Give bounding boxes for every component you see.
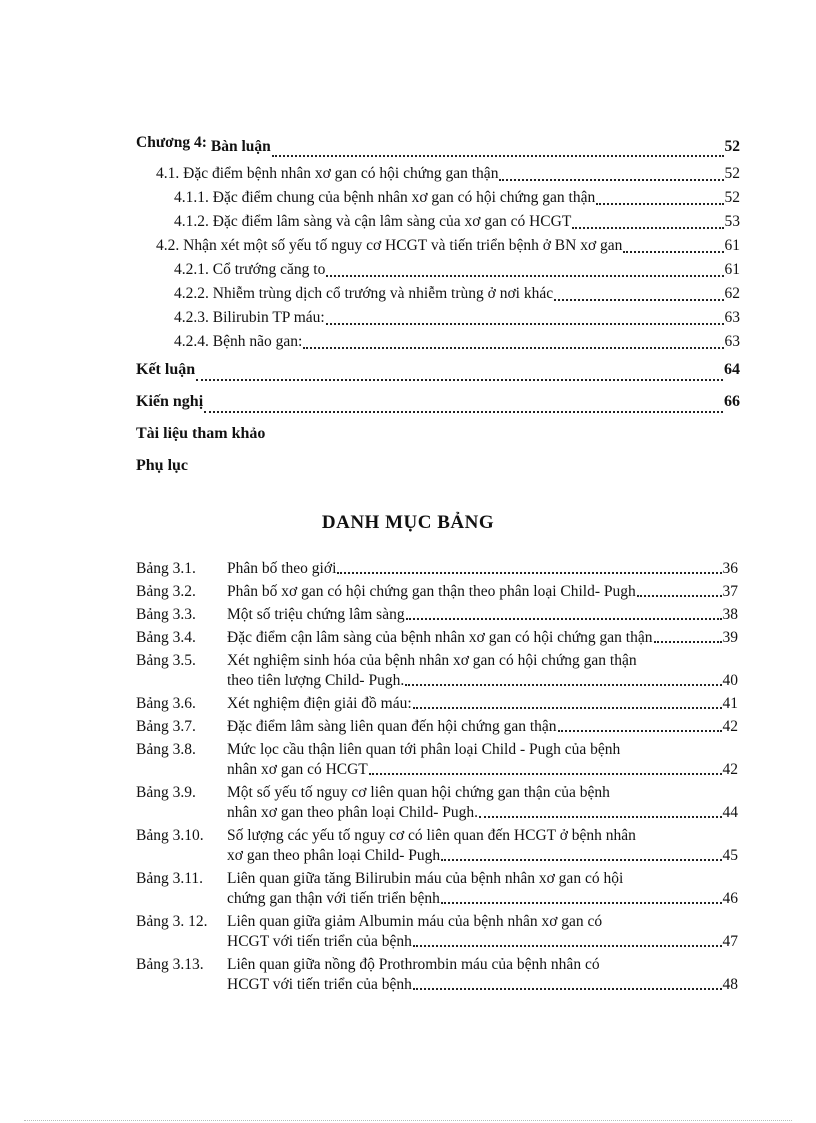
toc-page-number: 52 [724, 138, 740, 155]
table-caption-text: Phân bố xơ gan có hội chứng gan thận theo phân loại Child- Pugh [227, 583, 636, 600]
table-list-entry[interactable] [136, 717, 738, 737]
toc-chapter-title: Bàn luận [210, 138, 271, 155]
table-list-entry[interactable] [136, 605, 738, 625]
table-caption-line [227, 869, 738, 889]
table-caption-text: Phân bố theo giới [227, 560, 337, 577]
table-caption [227, 869, 738, 909]
table-number: Bảng 3.11. [136, 870, 204, 887]
table-page-number: 36 [722, 560, 738, 577]
table-caption-text: Liên quan giữa tăng Bilirubin máu của bệnh nhân xơ gan có hội [227, 870, 624, 887]
toc-entry-4-1-2[interactable] [136, 210, 740, 234]
leader-dots [326, 275, 723, 277]
table-caption-text: xơ gan theo phân loại Child- Pugh [227, 847, 441, 864]
table-caption-line [227, 932, 738, 952]
table-number: Bảng 3.9. [136, 784, 196, 801]
leader-dots [405, 684, 721, 686]
toc-entry-title: 4.2. Nhận xét một số yếu tố nguy cơ HCGT và tiến triển bệnh ở BN xơ gan [156, 237, 623, 254]
leader-dots [479, 816, 722, 818]
toc-entry-title: Kiến nghị [136, 393, 204, 410]
table-caption-text: nhân xơ gan theo phân loại Child- Pugh. [227, 804, 478, 821]
table-list-entry[interactable] [136, 783, 738, 823]
table-caption-text: Một số yếu tố nguy cơ liên quan hội chứng gan thận của bệnh [227, 784, 610, 801]
toc-entry-title: Tài liệu tham khảo [136, 425, 266, 442]
toc-entry-4-1-1[interactable] [136, 186, 740, 210]
leader-dots [406, 618, 722, 620]
toc-entry-title: Phụ lục [136, 457, 189, 474]
table-number: Bảng 3.3. [136, 606, 196, 623]
table-caption [227, 651, 738, 691]
table-caption [227, 628, 738, 648]
table-caption-text: Xét nghiệm sinh hóa của bệnh nhân xơ gan có hội chứng gan thận [227, 652, 637, 669]
table-page-number: 46 [722, 890, 738, 907]
table-caption [227, 955, 738, 995]
leader-dots [303, 347, 723, 349]
table-caption-line [227, 889, 738, 909]
leader-dots [623, 251, 723, 253]
table-of-contents [136, 132, 740, 482]
toc-entry-references[interactable] [136, 418, 740, 450]
leader-dots [572, 227, 723, 229]
toc-page-number: 63 [724, 309, 740, 326]
table-caption-line [227, 671, 738, 691]
table-page-number: 47 [722, 933, 738, 950]
toc-entry-title: 4.2.1. Cổ trướng căng to [174, 261, 326, 278]
table-number: Bảng 3.6. [136, 695, 196, 712]
toc-entry-4-2-4[interactable] [136, 330, 740, 354]
leader-dots [204, 411, 723, 413]
toc-entry-title: 4.1.2. Đặc điểm lâm sàng và cận lâm sàng của xơ gan có HCGT [174, 213, 572, 230]
table-caption-text: Liên quan giữa nồng độ Prothrombin máu của bệnh nhân có [227, 956, 600, 973]
table-caption-line [227, 651, 738, 671]
table-caption-text: HCGT với tiến triển của bệnh [227, 933, 412, 950]
leader-dots [654, 641, 722, 643]
table-list-entry[interactable] [136, 826, 738, 866]
toc-page-number: 52 [724, 165, 740, 182]
leader-dots [441, 902, 722, 904]
table-page-number: 37 [722, 583, 738, 600]
leader-dots [637, 595, 722, 597]
entry-spacer [136, 995, 738, 998]
table-caption-text: chứng gan thận với tiến triển bệnh [227, 890, 440, 907]
table-number: Bảng 3.7. [136, 718, 196, 735]
toc-entry-4-2-3[interactable] [136, 306, 740, 330]
table-caption-line [227, 955, 738, 975]
table-caption-line [227, 783, 738, 803]
toc-entry-4-2-1[interactable] [136, 258, 740, 282]
table-caption-line [227, 559, 738, 579]
table-caption-text: Liên quan giữa giảm Albumin máu của bệnh nhân xơ gan có [227, 913, 603, 930]
table-caption-text: theo tiên lượng Child- Pugh. [227, 672, 405, 689]
page-bottom-rule [24, 1120, 792, 1121]
table-page-number: 41 [722, 695, 738, 712]
table-number: Bảng 3.10. [136, 827, 204, 844]
leader-dots [441, 859, 721, 861]
table-page-number: 44 [722, 804, 738, 821]
toc-page-number: 66 [724, 393, 740, 410]
table-list-entry[interactable] [136, 740, 738, 780]
leader-dots [558, 730, 722, 732]
table-page-number: 48 [722, 976, 738, 993]
toc-page-number: 52 [724, 189, 740, 206]
table-caption-text: Mức lọc cầu thận liên quan tới phân loại Child - Pugh của bệnh [227, 741, 621, 758]
table-list-entry[interactable] [136, 694, 738, 714]
table-caption [227, 694, 738, 714]
toc-entry-title: 4.2.3. Bilirubin TP máu: [174, 309, 325, 326]
leader-dots [499, 179, 723, 181]
leader-dots [337, 572, 721, 574]
table-caption [227, 783, 738, 823]
table-page-number: 39 [722, 629, 738, 646]
table-number: Bảng 3.2. [136, 583, 196, 600]
table-caption-text: nhân xơ gan có HCGT [227, 761, 368, 778]
table-page-number: 40 [722, 672, 738, 689]
toc-entry-4-2-2[interactable] [136, 282, 740, 306]
leader-dots [272, 155, 724, 157]
table-list-entry[interactable] [136, 628, 738, 648]
table-caption-text: Xét nghiệm điện giải đồ máu: [227, 695, 412, 712]
table-number: Bảng 3.4. [136, 629, 196, 646]
table-page-number: 42 [722, 761, 738, 778]
toc-entry-chapter-4[interactable] [136, 132, 740, 162]
table-list-entry[interactable] [136, 912, 738, 952]
toc-page-number: 64 [724, 361, 740, 378]
table-number: Bảng 3. 12. [136, 913, 208, 930]
tables-list [136, 559, 738, 998]
table-page-number: 38 [722, 606, 738, 623]
leader-dots [326, 323, 724, 325]
table-caption [227, 559, 738, 579]
leader-dots [554, 299, 723, 301]
toc-page-number: 61 [724, 261, 740, 278]
table-number: Bảng 3.13. [136, 956, 204, 973]
leader-dots [196, 379, 723, 381]
toc-chapter-prefix: Chương 4: [136, 134, 207, 151]
toc-entry-conclusion[interactable] [136, 354, 740, 386]
toc-entry-recommendation[interactable] [136, 386, 740, 418]
table-caption [227, 912, 738, 952]
table-caption-text: Đặc điểm lâm sàng liên quan đến hội chứng gan thận [227, 718, 557, 735]
table-list-entry[interactable] [136, 869, 738, 909]
table-caption-text: Số lượng các yếu tố nguy cơ có liên quan đến HCGT ở bệnh nhân [227, 827, 636, 844]
table-list-entry[interactable] [136, 582, 738, 602]
table-list-entry[interactable] [136, 559, 738, 579]
toc-entry-title: 4.1. Đặc điểm bệnh nhân xơ gan có hội chứng gan thận [156, 165, 499, 182]
table-caption-line [227, 694, 738, 714]
toc-page-number: 62 [724, 285, 740, 302]
table-page-number: 45 [722, 847, 738, 864]
toc-page-number: 53 [724, 213, 740, 230]
table-caption-line [227, 628, 738, 648]
table-caption-line [227, 605, 738, 625]
leader-dots [596, 203, 723, 205]
table-caption-text: Một số triệu chứng lâm sàng [227, 606, 405, 623]
leader-dots [413, 945, 722, 947]
toc-page-number: 63 [724, 333, 740, 350]
table-number: Bảng 3.5. [136, 652, 196, 669]
toc-entry-title: Kết luận [136, 361, 196, 378]
table-caption-line [227, 740, 738, 760]
leader-dots [369, 773, 722, 775]
toc-entry-title: 4.1.1. Đặc điểm chung của bệnh nhân xơ gan có hội chứng gan thận [174, 189, 596, 206]
toc-page-number: 61 [724, 237, 740, 254]
toc-entry-4-2[interactable] [136, 234, 740, 258]
tables-list-title: DANH MỤC BẢNG [321, 512, 495, 533]
table-caption [227, 582, 738, 602]
table-list-entry[interactable] [136, 651, 738, 691]
toc-entry-4-1[interactable] [136, 162, 740, 186]
table-caption-text: HCGT với tiến triển của bệnh [227, 976, 412, 993]
table-caption [227, 740, 738, 780]
toc-entry-title: 4.2.2. Nhiễm trùng dịch cổ trướng và nhiễm trùng ở nơi khác [174, 285, 554, 302]
table-caption-line [227, 975, 738, 995]
leader-dots [413, 707, 722, 709]
table-caption-line [227, 826, 738, 846]
table-caption-line [227, 846, 738, 866]
table-caption-line [227, 760, 738, 780]
table-caption [227, 826, 738, 866]
table-list-entry[interactable] [136, 955, 738, 995]
table-caption-line [227, 803, 738, 823]
table-caption-line [227, 717, 738, 737]
table-caption-line [227, 912, 738, 932]
leader-dots [413, 988, 722, 990]
toc-entry-title: 4.2.4. Bệnh não gan: [174, 333, 303, 350]
table-caption [227, 717, 738, 737]
table-caption-text: Đặc điểm cận lâm sàng của bệnh nhân xơ gan có hội chứng gan thận [227, 629, 653, 646]
table-caption-line [227, 582, 738, 602]
toc-entry-appendix[interactable] [136, 450, 740, 482]
table-number: Bảng 3.1. [136, 560, 196, 577]
table-number: Bảng 3.8. [136, 741, 196, 758]
table-page-number: 42 [722, 718, 738, 735]
table-caption [227, 605, 738, 625]
